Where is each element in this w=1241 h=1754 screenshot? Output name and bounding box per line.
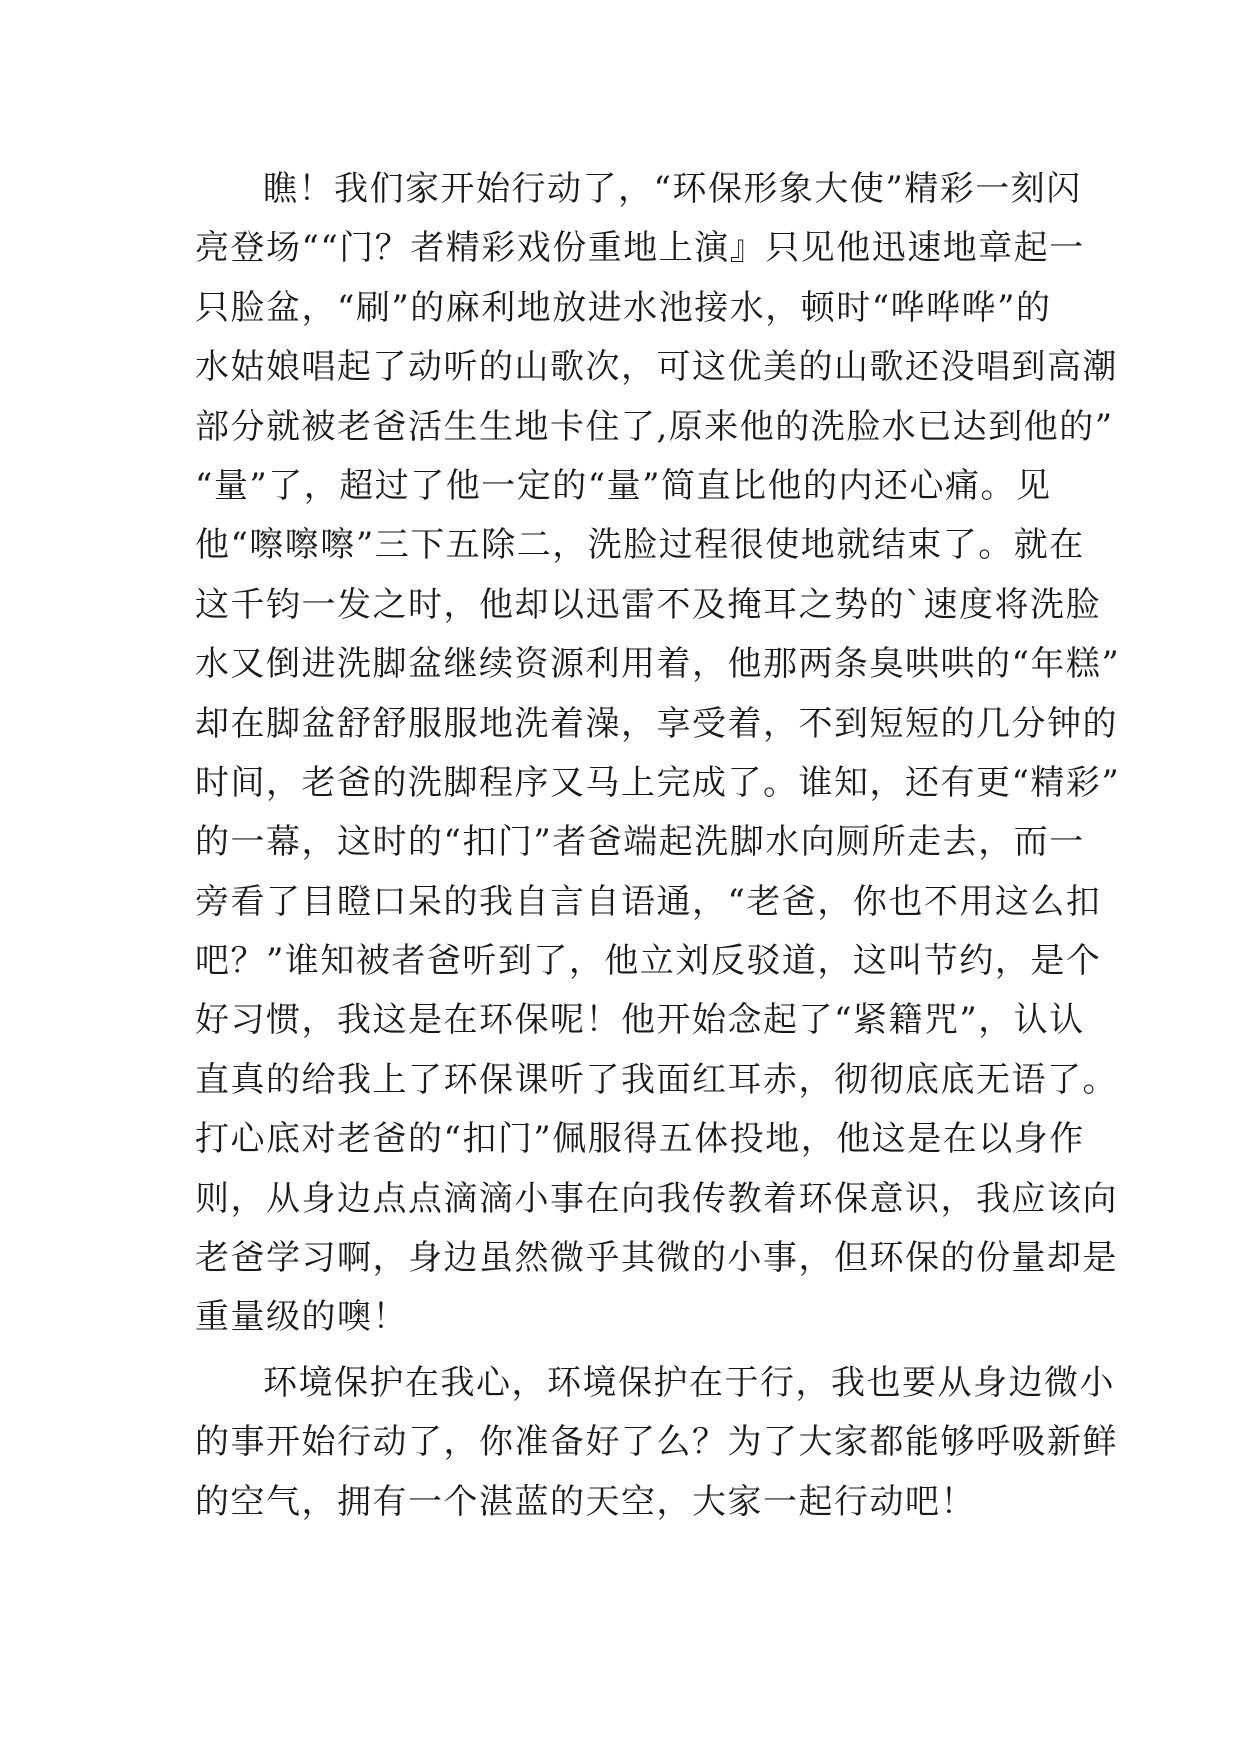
paragraph-line: 水姑娘唱起了动听的山歌次，可这优美的山歌还没唱到高潮 xyxy=(195,347,1118,388)
paragraph-line: 时间，老爸的洗脚程序又马上完成了。谁知，还有更“精彩” xyxy=(195,762,1121,803)
paragraph-line: 重量级的噢！ xyxy=(195,1297,408,1338)
paragraph-line: 环境保护在我心，环境保护在于行，我也要从身边微小 xyxy=(263,1362,1115,1403)
paragraph-line: 只脸盆，“刷”的麻利地放进水池接水，顿时“哗哗哗”的 xyxy=(195,287,1052,328)
paragraph-line: 旁看了目瞪口呆的我自言自语通，“老爸，你也不用这么扣 xyxy=(195,881,1102,922)
paragraph-line: 打心底对老爸的“扣门”佩服得五体投地，他这是在以身作 xyxy=(195,1119,1085,1160)
paragraph-line: 的空气，拥有一个湛蓝的天空，大家一起行动吧！ xyxy=(195,1481,976,1522)
paragraph-line: 则，从身边点点滴滴小事在向我传教着环保意识，我应该向 xyxy=(195,1178,1118,1219)
paragraph-line: 直真的给我上了环保课听了我面红耳赤，彻彻底底无语了。 xyxy=(195,1059,1118,1100)
paragraph-line: 的事开始行动了，你准备好了么？为了大家都能够呼吸新鲜 xyxy=(195,1422,1118,1463)
paragraph-2 xyxy=(195,1354,1118,1532)
paragraph-line: 部分就被老爸活生生地卡住了,原来他的洗脸水已达到他的” xyxy=(195,406,1114,447)
paragraph-line: 这千钧一发之时，他却以迅雷不及掩耳之势的`速度将洗脸 xyxy=(195,584,1101,625)
document-body xyxy=(195,160,1121,1532)
paragraph-line: 的一幕，这时的“扣门”者爸端起洗脚水向厕所走去，而一 xyxy=(195,822,1085,863)
paragraph-line: 他“嚓嚓嚓”三下五除二，洗脸过程很使地就结束了。就在 xyxy=(195,525,1085,566)
paragraph-line: 亮登场““门？者精彩戏份重地上演』只见他迅速地章起一 xyxy=(195,228,1085,269)
paragraph-1 xyxy=(195,160,1121,1348)
paragraph-line: 好习惯，我这是在环保呢！他开始念起了“紧籍咒”，认认 xyxy=(195,1000,1085,1041)
paragraph-line: 老爸学习啊，身边虽然微乎其微的小事，但环保的份量却是 xyxy=(195,1238,1118,1279)
paragraph-line: 水又倒进洗脚盆继续资源利用着，他那两条臭哄哄的“年糕” xyxy=(195,644,1121,685)
paragraph-line: 瞧！我们家开始行动了，“环保形象大使”精彩一刻闪 xyxy=(263,169,1082,209)
paragraph-line: 却在脚盆舒舒服服地洗着澡，享受着，不到短短的几分钟的 xyxy=(195,703,1118,744)
paragraph-line: “量”了，超过了他一定的“量”简直比他的内还心痛。见 xyxy=(195,465,1052,506)
paragraph-line: 吧？”谁知被者爸听到了，他立刘反驳道，这叫节约，是个 xyxy=(195,941,1102,982)
